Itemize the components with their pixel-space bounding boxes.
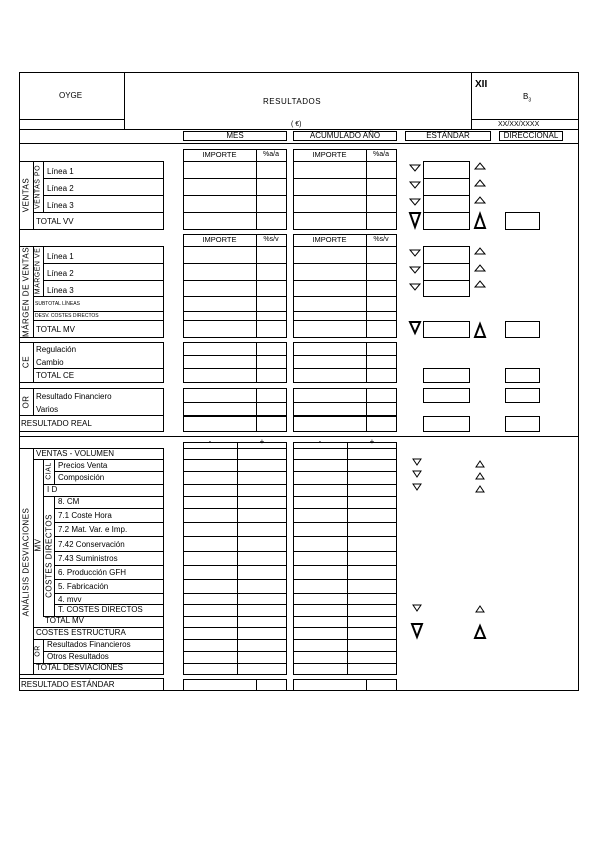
triangle-up-icon (475, 163, 485, 612)
ventas-sub-label: VENTAS PO (34, 164, 42, 210)
cd-row-5: 7.43 Suministros (58, 554, 118, 563)
page-title: RESULTADOS (263, 97, 322, 106)
ce-row-1: Regulación (36, 345, 77, 354)
col-pct-aa: %a/a (263, 151, 279, 158)
margen-group-label: MÁRGEN DE VENTAS (21, 246, 31, 338)
otros-resultados: Otros Resultados (47, 652, 109, 661)
report-code: XII (475, 79, 488, 90)
ventas-group-label: VENTAS (21, 177, 31, 213)
costes-estructura: COSTES ESTRUCTURA (36, 628, 126, 637)
margen-row-2: Línea 2 (47, 269, 74, 278)
resultado-estandar: RESULTADO ESTÁNDAR (21, 680, 115, 689)
margen-desv: DESV. COSTES DIRECTOS (35, 313, 99, 319)
or-group-label: OR (21, 395, 31, 409)
or-analisis-label: OR (34, 645, 42, 657)
or-row-1: Resultado Financiero (36, 392, 112, 401)
total-cd: T. COSTES DIRECTOS (58, 605, 143, 614)
col-pct-aa: %a/a (373, 151, 389, 158)
margen-row-3: Línea 3 (47, 286, 74, 295)
id-label: I D (47, 485, 58, 494)
col-importe: IMPORTE (312, 235, 347, 244)
col-minus: - (318, 437, 322, 446)
ventas-row-2: Línea 2 (47, 184, 74, 193)
report-ref-prefix: B (523, 92, 529, 101)
col-pct-sv: %s/v (263, 236, 279, 243)
ce-row-2: Cambio (36, 358, 64, 367)
cial-label: CIAL (45, 462, 53, 480)
col-importe: IMPORTE (312, 150, 347, 159)
col-pct-sv: %s/v (373, 236, 389, 243)
col-estandar: ESTÁNDAR (426, 131, 470, 140)
ce-group-label: CE (21, 355, 31, 369)
cd-row-7: 5. Fabricación (58, 582, 109, 591)
report-ref-sub: 3 (528, 97, 532, 104)
report-ref (523, 92, 531, 106)
composicion: Composición (58, 473, 105, 482)
ventas-volumen: VENTAS - VOLUMEN (36, 449, 115, 458)
col-plus: + (259, 437, 265, 446)
ce-total: TOTAL CE (36, 371, 75, 380)
report-date: XX/XX/XXXX (498, 121, 540, 128)
col-importe: IMPORTE (202, 235, 237, 244)
resultados-financieros: Resultados Financieros (47, 640, 131, 649)
triangle-up-large-icon (475, 214, 485, 638)
or-row-2: Varios (36, 405, 59, 414)
precios-venta: Precios Venta (58, 461, 108, 470)
ventas-total: TOTAL VV (36, 217, 74, 226)
total-desviaciones: TOTAL DESVIACIONES (36, 663, 123, 672)
cd-row-8: 4. mvv (58, 595, 82, 604)
col-minus: - (208, 437, 212, 446)
cd-row-1: 8. CM (58, 497, 80, 506)
cd-row-3: 7.2 Mat. Var. e Imp. (58, 525, 128, 534)
analisis-group-label: ANÁLISIS DESVIACIONES (21, 507, 31, 617)
col-importe: IMPORTE (202, 150, 237, 159)
cd-row-6: 6. Producción GFH (58, 568, 127, 577)
triangle-down-large-icon (410, 213, 422, 637)
margen-row-1: Línea 1 (47, 252, 74, 261)
company-name: OYGE (59, 91, 83, 100)
triangle-down-icon (410, 165, 421, 611)
currency-label: ( €) (291, 121, 302, 128)
resultado-real: RESULTADO REAL (21, 419, 92, 428)
col-direccional: DIRECCIONAL (503, 131, 559, 140)
ventas-row-1: Línea 1 (47, 167, 74, 176)
ventas-row-3: Línea 3 (47, 201, 74, 210)
mv-label: MV (33, 538, 43, 552)
margen-sub-label: MARGEN VE (34, 247, 42, 295)
col-mes: MES (226, 131, 244, 140)
cd-row-4: 7.42 Conservación (58, 540, 125, 549)
margen-total: TOTAL MV (36, 325, 75, 334)
costes-directos-label: COSTES DIRECTOS (44, 514, 54, 598)
margen-subtotal: SUBTOTAL LÍNEAS (35, 301, 80, 307)
col-plus: + (369, 437, 375, 446)
col-acumulado: ACUMULADO AÑO (309, 131, 381, 140)
cd-row-2: 7.1 Coste Hora (58, 511, 112, 520)
total-mv-analisis: TOTAL MV (45, 616, 84, 625)
